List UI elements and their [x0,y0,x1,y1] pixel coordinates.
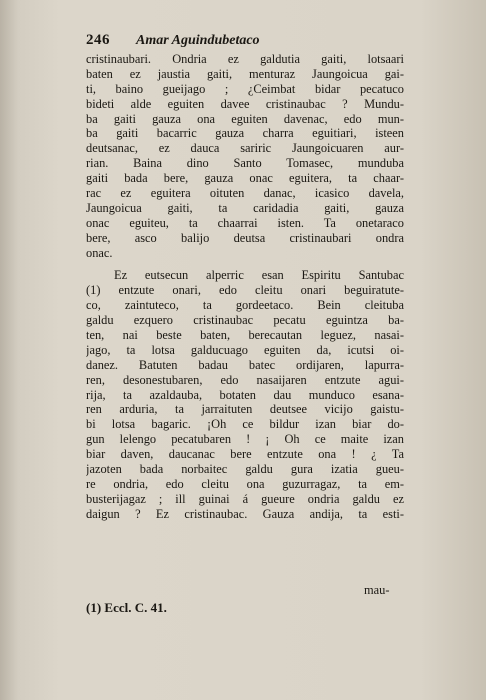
text-line: ti, baino gueijago ; ¿Ceimbat bidar pecatuco [86,81,404,96]
text-line: bere, asco balijo deutsa cristinaubari ondra [86,230,404,245]
text-line: Jaungoicua gaiti, ta caridadia gaiti, gauza [86,200,404,215]
text-line: bideti alde eguiten davee cristinaubac ? Mundu- [86,96,404,111]
footnote: (1) Eccl. C. 41. [86,600,167,615]
text-line: jago, ta lotsa galducuago eguiten da, icutsi oi- [86,342,404,357]
text-line: rija, ta azaldauba, botaten dau munduco esana- [86,387,404,402]
text-line: onac. [86,245,113,260]
body-text [86,52,404,522]
text-line: biar daven, daucanac bere entzute ona ! ¿ Ta [86,447,404,462]
text-line: ba gaiti bacarric gauza charra eguitiari, isteen [86,126,404,141]
text-line: ren arduria, ta jarraituten deutsee vicijo gaistu- [86,402,404,417]
running-title: Amar Aguindubetaco [136,33,260,48]
text-line: (1) entzute onari, edo cleitu onari beguiratute- [86,283,404,298]
paragraph [86,268,404,521]
text-line: deutsanac, ez dauca sariric Jaungoicuaren aur- [86,141,404,156]
text-line: ba gaiti gauza ona eguiten davenac, edo mun- [86,111,404,126]
text-line: gun lelengo pecatubaren ! ¡ Oh ce maite izan [86,432,404,447]
page-number: 246 [86,32,110,48]
text-line: daigun ? Ez cristinaubac. Gauza andija, ta esti- [86,506,404,521]
paragraph-gap [86,260,404,268]
paragraph [86,52,404,260]
text-line: onac eguiteu, ta chaarrai isten. Ta onetaraco [86,215,404,230]
text-line: co, zaintuteco, ta gordeetaco. Bein cleituba [86,298,404,313]
text-line: cristinaubari. Ondria ez galdutia gaiti, lotsaari [86,52,404,66]
text-line: danez. Batuten badau batec ordijaren, lapurra- [86,357,404,372]
text-line: gaiti bada bere, gauza onac eguitera, ta chaar- [86,171,404,186]
text-line: busterijagaz ; ill guinai á gueure ondria galdu ez [86,491,404,506]
page-header [86,32,406,54]
text-line: re ondria, edo cleitu ona guzurragaz, ta em- [86,476,404,491]
text-line: ren, desonestubaren, edo nasaijaren entzute agui- [86,372,404,387]
text-line: baten ez jaustia gaiti, menturaz Jaungoicua gai- [86,66,404,81]
catchword: mau- [364,583,390,597]
text-line: rac ez eguitera oituten danac, icasico davela, [86,186,404,201]
text-line: galdu ezquero cristinaubac pecatu eguintza ba- [86,313,404,328]
text-line: Ez eutsecun alperric esan Espiritu Santubac [114,268,404,283]
text-line: bi lotsa bagaric. ¡Oh ce bildur izan biar do- [86,417,404,432]
text-line: ten, nai beste baten, berecautan leguez, nasai- [86,328,404,343]
text-line: rian. Baina dino Santo Tomasec, munduba [86,156,404,171]
text-line: jazoten bada norbaitec galdu gura izatia gueu- [86,462,404,477]
